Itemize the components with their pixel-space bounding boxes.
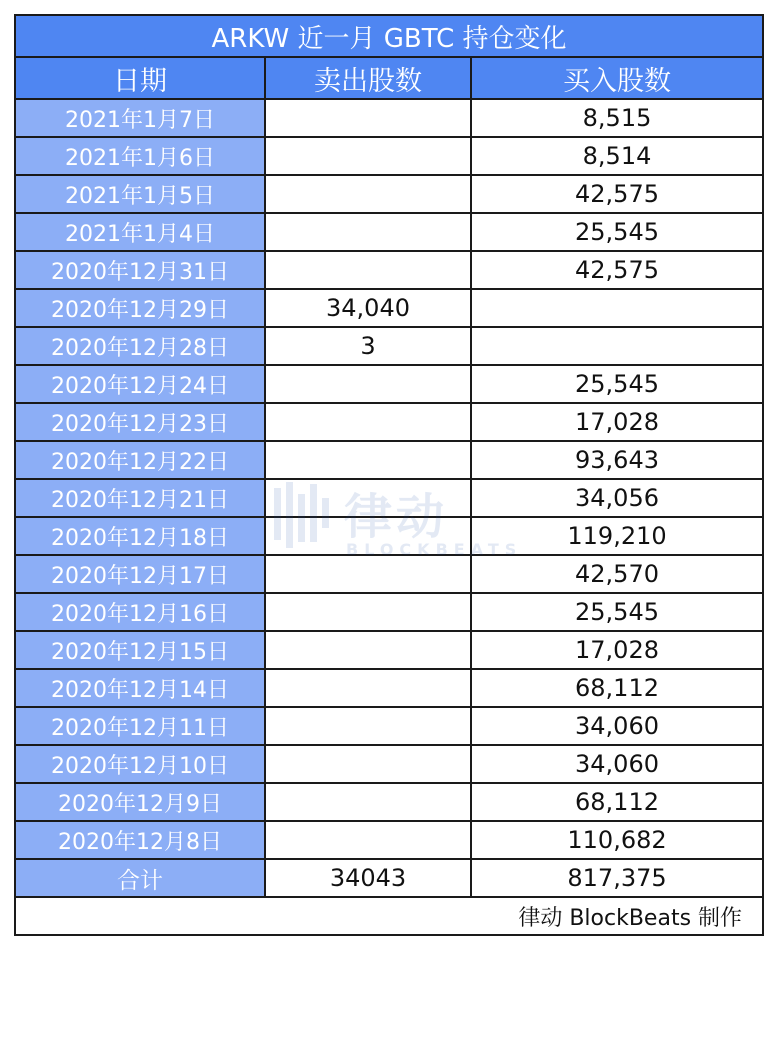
buy-cell: 119,210 (471, 517, 763, 555)
sell-cell (265, 593, 471, 631)
buy-cell: 34,060 (471, 707, 763, 745)
table-row (15, 479, 763, 517)
gbtc-holdings-table (14, 14, 764, 936)
buy-cell: 42,575 (471, 175, 763, 213)
table-row (15, 821, 763, 859)
date-cell: 2020年12月24日 (15, 365, 265, 403)
table-title: ARKW 近一月 GBTC 持仓变化 (15, 15, 763, 57)
buy-cell: 42,575 (471, 251, 763, 289)
sell-cell (265, 517, 471, 555)
total-label: 合计 (15, 859, 265, 897)
sell-cell (265, 441, 471, 479)
buy-cell: 93,643 (471, 441, 763, 479)
buy-cell: 17,028 (471, 631, 763, 669)
buy-cell: 25,545 (471, 365, 763, 403)
sell-cell (265, 745, 471, 783)
header-sell: 卖出股数 (265, 57, 471, 99)
date-cell: 2020年12月14日 (15, 669, 265, 707)
sell-cell (265, 403, 471, 441)
date-cell: 2020年12月31日 (15, 251, 265, 289)
sell-cell (265, 175, 471, 213)
date-cell: 2020年12月22日 (15, 441, 265, 479)
header-buy: 买入股数 (471, 57, 763, 99)
sell-cell (265, 479, 471, 517)
table-row (15, 99, 763, 137)
total-buy: 817,375 (471, 859, 763, 897)
sell-cell: 3 (265, 327, 471, 365)
table-title-row (15, 15, 763, 57)
date-cell: 2020年12月21日 (15, 479, 265, 517)
sell-cell (265, 555, 471, 593)
footer-row (15, 897, 763, 935)
sell-cell (265, 137, 471, 175)
buy-cell: 110,682 (471, 821, 763, 859)
date-cell: 2020年12月9日 (15, 783, 265, 821)
date-cell: 2020年12月29日 (15, 289, 265, 327)
table-row (15, 441, 763, 479)
table-row (15, 783, 763, 821)
date-cell: 2020年12月23日 (15, 403, 265, 441)
buy-cell: 68,112 (471, 669, 763, 707)
table-row (15, 669, 763, 707)
sell-cell (265, 365, 471, 403)
buy-cell (471, 289, 763, 327)
table-row (15, 365, 763, 403)
date-cell: 2020年12月18日 (15, 517, 265, 555)
date-cell: 2020年12月11日 (15, 707, 265, 745)
buy-cell: 34,056 (471, 479, 763, 517)
date-cell: 2020年12月10日 (15, 745, 265, 783)
table-row (15, 327, 763, 365)
date-cell: 2020年12月16日 (15, 593, 265, 631)
date-cell: 2021年1月5日 (15, 175, 265, 213)
buy-cell: 42,570 (471, 555, 763, 593)
date-cell: 2020年12月15日 (15, 631, 265, 669)
sell-cell (265, 631, 471, 669)
footer-credit: 律动 BlockBeats 制作 (15, 897, 763, 935)
table-row (15, 403, 763, 441)
table-row (15, 745, 763, 783)
buy-cell: 8,515 (471, 99, 763, 137)
date-cell: 2021年1月7日 (15, 99, 265, 137)
table-row (15, 251, 763, 289)
date-cell: 2020年12月28日 (15, 327, 265, 365)
buy-cell: 17,028 (471, 403, 763, 441)
sell-cell: 34,040 (265, 289, 471, 327)
total-row (15, 859, 763, 897)
table-row (15, 593, 763, 631)
buy-cell (471, 327, 763, 365)
date-cell: 2020年12月8日 (15, 821, 265, 859)
date-cell: 2020年12月17日 (15, 555, 265, 593)
table-row (15, 631, 763, 669)
header-date: 日期 (15, 57, 265, 99)
table-row (15, 289, 763, 327)
buy-cell: 68,112 (471, 783, 763, 821)
buy-cell: 8,514 (471, 137, 763, 175)
sell-cell (265, 783, 471, 821)
buy-cell: 25,545 (471, 213, 763, 251)
total-sell: 34043 (265, 859, 471, 897)
sell-cell (265, 251, 471, 289)
sell-cell (265, 99, 471, 137)
table-row (15, 517, 763, 555)
date-cell: 2021年1月6日 (15, 137, 265, 175)
buy-cell: 34,060 (471, 745, 763, 783)
sell-cell (265, 707, 471, 745)
watermark-text: 律动 (344, 489, 449, 545)
sell-cell (265, 821, 471, 859)
table-header-row (15, 57, 763, 99)
table-row (15, 707, 763, 745)
buy-cell: 25,545 (471, 593, 763, 631)
watermark-subtext: BLOCKBEATS (346, 540, 523, 559)
sell-cell (265, 213, 471, 251)
date-cell: 2021年1月4日 (15, 213, 265, 251)
holdings-table-container (14, 14, 762, 936)
table-row (15, 137, 763, 175)
sell-cell (265, 669, 471, 707)
table-row (15, 213, 763, 251)
table-row (15, 175, 763, 213)
table-row (15, 555, 763, 593)
